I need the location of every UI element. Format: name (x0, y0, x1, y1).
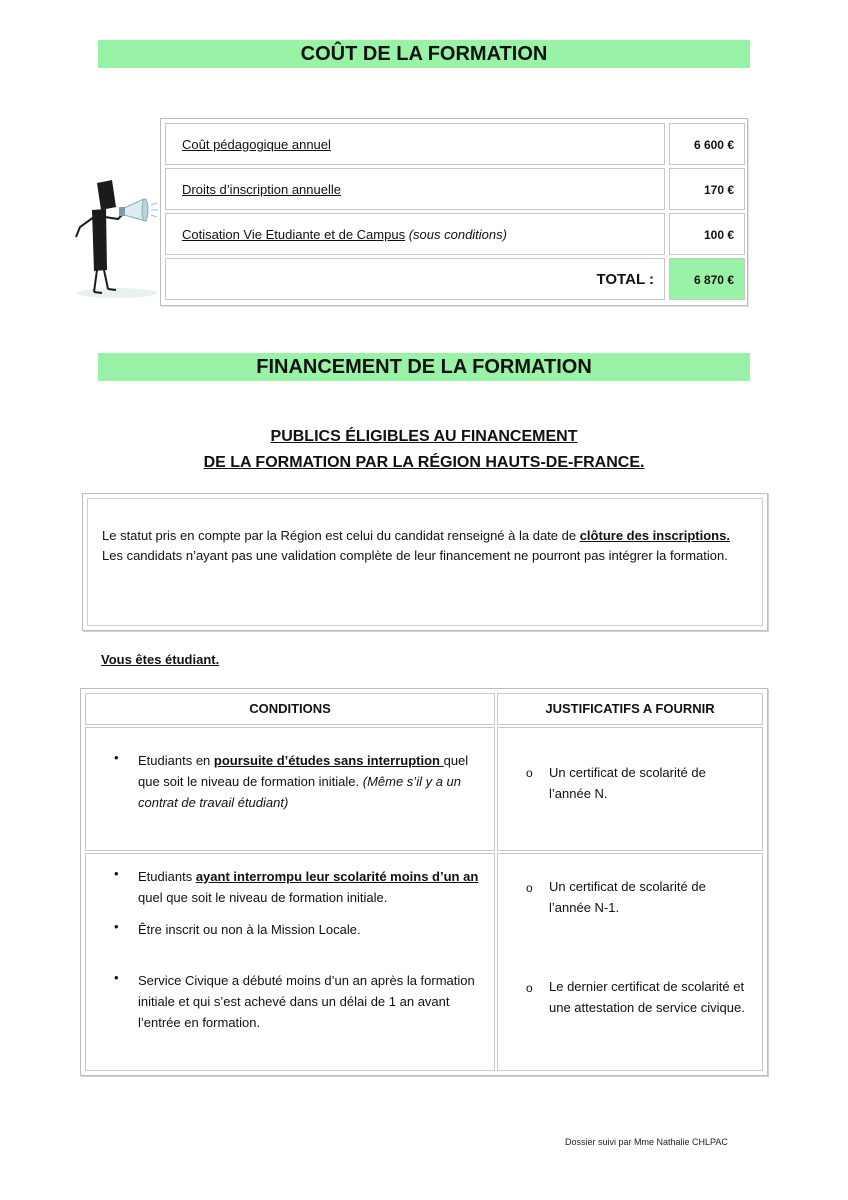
statut-notice-text: Le statut pris en compte par la Région est celui du candidat renseigné à la date de clôture des inscriptions. Les candidats n’ayant pas une validation complète de leur financement ne pourront pas intégrer la formation. (102, 528, 730, 563)
cost-value: 170 € (669, 168, 745, 210)
total-value: 6 870 € (669, 258, 745, 300)
cost-label: Coût pédagogique annuel (182, 137, 331, 152)
table-row-1-justificatifs: o Un certificat de scolarité de l’année N. (497, 727, 763, 851)
cost-label: Cotisation Vie Etudiante et de Campus (182, 227, 406, 242)
cost-row (165, 123, 743, 165)
justificatifs-header: JUSTIFICATIFS A FOURNIR (497, 693, 763, 725)
eligible-subtitle-line2: DE LA FORMATION PAR LA RÉGION HAUTS-DE-FRANCE. (203, 454, 645, 471)
total-label: TOTAL : (165, 258, 665, 300)
circle-bullet-icon: o (526, 766, 533, 780)
cost-row (165, 168, 743, 210)
megaphone-figure-icon (72, 175, 162, 300)
bullet-icon: • (114, 750, 119, 765)
cloture-emphasis: clôture des inscriptions. (579, 528, 730, 543)
bullet-icon: • (114, 970, 119, 985)
statut-notice-box (82, 493, 768, 631)
cost-section-title: COÛT DE LA FORMATION (98, 40, 750, 68)
total-row (165, 258, 743, 300)
cost-note: (sous conditions) (408, 227, 507, 242)
conditions-header: CONDITIONS (85, 693, 495, 725)
cost-value: 100 € (669, 213, 745, 255)
table-row-2-conditions: • Etudiants ayant interrompu leur scolarité moins d’un an quel que soit le niveau de formation initiale. • Être inscrit ou non à la Mission Locale. • Service Civique a débuté moins d’un an après la formation initiale et qui s’est achevé dans un délai de 1 an avant l’entrée en formation. (85, 853, 495, 1071)
eligible-subtitle-line1: PUBLICS ÉLIGIBLES AU FINANCEMENT (270, 428, 578, 445)
table-row-2-justificatifs: o Un certificat de scolarité de l’année N-1. o Le dernier certificat de scolarité et une attestation de service civique. (497, 853, 763, 1071)
cost-row (165, 213, 743, 255)
bullet-icon: • (114, 866, 119, 881)
student-heading: Vous êtes étudiant. (101, 652, 220, 667)
cost-label: Droits d’inscription annuelle (182, 182, 341, 197)
funding-section-title: FINANCEMENT DE LA FORMATION (98, 353, 750, 381)
bullet-icon: • (114, 919, 119, 934)
cost-value: 6 600 € (669, 123, 745, 165)
footer-text: Dossier suivi par Mme Nathalie CHLPAC (565, 1137, 728, 1147)
conditions-table (80, 688, 768, 1076)
cost-table (160, 118, 748, 306)
circle-bullet-icon: o (526, 881, 533, 895)
circle-bullet-icon: o (526, 981, 533, 995)
table-row-1-conditions: • Etudiants en poursuite d’études sans interruption quel que soit le niveau de formation initiale. (Même s’il y a un contrat de travail étudiant) (85, 727, 495, 851)
